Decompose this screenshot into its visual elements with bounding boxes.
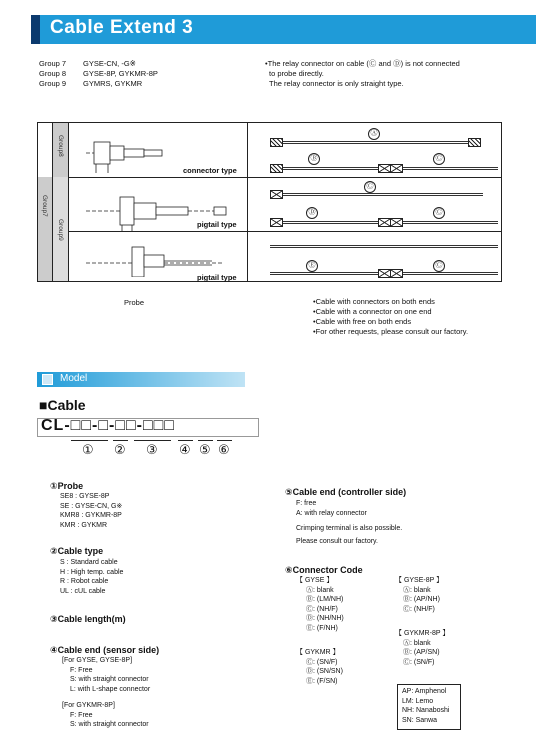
cable-line: [403, 221, 498, 224]
group-value: GYSE-8P, GYKMR-8P: [83, 69, 158, 78]
code-number: ⑥: [218, 442, 230, 457]
cable-diagram-table: [37, 122, 502, 282]
code-number: ⑤: [199, 442, 211, 457]
relay-connector-icon: [390, 218, 403, 227]
probe-row: SE8 : GYSE-8P: [60, 493, 110, 500]
connector-icon: [270, 138, 283, 147]
sensor-end-row: F: Free: [70, 711, 93, 719]
cable-note: •For other requests, please consult our factory.: [313, 327, 469, 336]
code-number: ②: [114, 442, 126, 457]
model-code: CL-□□-□-□□-□□□: [41, 417, 175, 434]
sensor-end-row: [For GYSE, GYSE-8P]: [62, 657, 133, 664]
controller-end-row: F: free: [296, 500, 317, 507]
legend-row: SN: Sanwa: [402, 716, 438, 724]
code-number: ③: [146, 442, 158, 457]
cable-line: [283, 141, 468, 144]
connector-code-row: Ⓑ: (AP/SN): [403, 649, 440, 656]
connector-code-row: Ⓑ: (LM/NH): [306, 596, 344, 603]
group-tag: Group9: [57, 219, 64, 241]
cable-line: [403, 272, 498, 275]
connector-code-row: 【 GYKMR 】: [296, 649, 340, 656]
sensor-end-row: [For GYKMR-8P]: [62, 702, 115, 709]
cable-notes: [313, 297, 468, 337]
relay-connector-icon: [270, 190, 283, 199]
probe-row: KMR8 : GYKMR-8P: [60, 512, 122, 519]
diagram-caption: pigtail type: [197, 273, 237, 282]
probe-drawings: [74, 127, 244, 277]
legend-row: NH: Nanaboshi: [402, 707, 450, 714]
probe-section-list: [60, 492, 122, 530]
probe-row: KMR : GYKMR: [60, 521, 108, 529]
mark-a: Ⓐ: [368, 128, 380, 140]
connector-code-row: Ⓔ: (F/NH): [306, 624, 338, 632]
group-row: [39, 79, 158, 89]
probe-row: SE : GYSE-CN, G※: [60, 502, 123, 510]
relay-connector-icon: [390, 164, 403, 173]
group-label: Group 8: [39, 69, 67, 78]
sensor-end-row: F: Free: [70, 666, 93, 674]
relay-connector-icon: [390, 269, 403, 278]
connector-code-row: Ⓓ: (NH/NH): [306, 615, 344, 622]
group-label: Group 7: [39, 59, 67, 68]
controller-end-title: ⑤Cable end (controller side): [285, 487, 407, 497]
cable-line: [270, 272, 378, 275]
connector-code-row: Ⓒ: (NH/F): [306, 605, 338, 613]
cable-length-title: ③Cable length(m): [50, 614, 126, 624]
mark-d: Ⓓ: [306, 207, 318, 219]
diagram-caption: connector type: [183, 166, 237, 175]
group-value: GYSE-CN, -G※: [83, 59, 136, 68]
sensor-end-row: S: with straight connector: [70, 721, 149, 728]
controller-end-row: Crimping terminal is also possible.: [296, 525, 403, 532]
connector-code-row: 【 GYSE 】: [296, 577, 334, 584]
connector-code-row: Ⓐ: blank: [403, 639, 431, 647]
cable-type-row: H : High temp. cable: [60, 568, 124, 576]
connector-code-row: Ⓔ: (F/SN): [306, 677, 338, 685]
probe-section-title: ①Probe: [50, 481, 84, 491]
legend-row: LM: Lemo: [402, 697, 434, 705]
mark-b: Ⓑ: [308, 153, 320, 165]
cable-line: [283, 167, 378, 170]
connector-code-row: Ⓐ: blank: [403, 586, 431, 594]
diagram-caption: pigtail type: [197, 220, 237, 229]
mark-e: Ⓔ: [306, 260, 318, 272]
cable-type-row: S : Standard cable: [60, 559, 118, 566]
controller-end-row: A: with relay connector: [296, 509, 367, 517]
group-list: [39, 59, 158, 89]
cable-type-title: ②Cable type: [50, 546, 104, 556]
connector-code-gyse: [296, 576, 344, 633]
group-label: Group 9: [39, 79, 67, 88]
group-row: [39, 59, 158, 69]
cable-heading: ■Cable: [39, 397, 86, 413]
cable-line: [270, 245, 498, 248]
cable-line: [283, 193, 483, 196]
connector-code-row: Ⓓ: (SN/SN): [306, 668, 343, 675]
sensor-end-row: S: with straight connector: [70, 676, 149, 683]
code-number: ①: [82, 442, 94, 457]
probe-label: Probe: [124, 298, 145, 307]
connector-code-row: 【 GYSE-8P 】: [395, 577, 444, 584]
connector-code-title: ⑥Connector Code: [285, 565, 363, 575]
code-number: ④: [179, 442, 191, 457]
sensor-end-title: ④Cable end (sensor side): [50, 645, 160, 655]
connector-code-row: 【 GYKMR-8P 】: [395, 630, 450, 637]
group-row: [39, 69, 158, 79]
model-label: Model: [60, 373, 88, 384]
connector-code-gykmr8p: [395, 629, 449, 667]
mark-c: Ⓒ: [433, 207, 445, 219]
connector-code-gyse8p: [395, 576, 443, 614]
sensor-end-list: [62, 656, 150, 730]
connector-code-row: Ⓒ: (SN/F): [403, 658, 435, 666]
group-tag: Group8: [57, 135, 64, 157]
page-title: Cable Extend 3: [50, 17, 194, 38]
group-tag: Group7: [41, 195, 48, 217]
cable-type-row: UL : cUL cable: [60, 587, 106, 595]
sensor-end-row: L: with L-shape connector: [70, 685, 151, 693]
legend-row: AP: Amphenol: [402, 688, 447, 695]
connector-icon: [468, 138, 481, 147]
relay-note: to probe directly.: [269, 69, 324, 78]
cable-note: •Cable with connectors on both ends: [313, 297, 435, 306]
cable-line: [283, 221, 378, 224]
group-value: GYMRS, GYKMR: [83, 79, 143, 88]
relay-connector-icon: [270, 218, 283, 227]
connector-code-row: Ⓑ: (AP/NH): [403, 596, 440, 603]
cable-line: [403, 167, 498, 170]
model-square-icon: [42, 374, 53, 385]
cable-type-row: R : Robot cable: [60, 578, 109, 585]
relay-notes: [265, 59, 460, 89]
connector-code-gykmr: [296, 648, 343, 686]
connector-code-row: Ⓒ: (SN/F): [306, 658, 338, 666]
controller-end-row: Please consult our factory.: [296, 537, 378, 545]
mark-c: Ⓒ: [433, 153, 445, 165]
connector-code-row: Ⓒ: (NH/F): [403, 605, 435, 613]
legend-box: [397, 684, 461, 730]
connector-code-row: Ⓐ: blank: [306, 586, 334, 594]
mark-c: Ⓒ: [433, 260, 445, 272]
cable-type-list: [60, 558, 123, 596]
cable-note: •Cable with a connector on one end: [313, 307, 432, 316]
relay-note: •The relay connector on cable (Ⓒ and Ⓓ) is not connected: [265, 59, 460, 68]
connector-icon: [270, 164, 283, 173]
mark-c: Ⓒ: [364, 181, 376, 193]
header-stripe: [31, 15, 40, 44]
cable-note: •Cable with free on both ends: [313, 317, 412, 326]
controller-end-list: [296, 499, 402, 546]
relay-note: The relay connector is only straight type.: [269, 79, 404, 88]
